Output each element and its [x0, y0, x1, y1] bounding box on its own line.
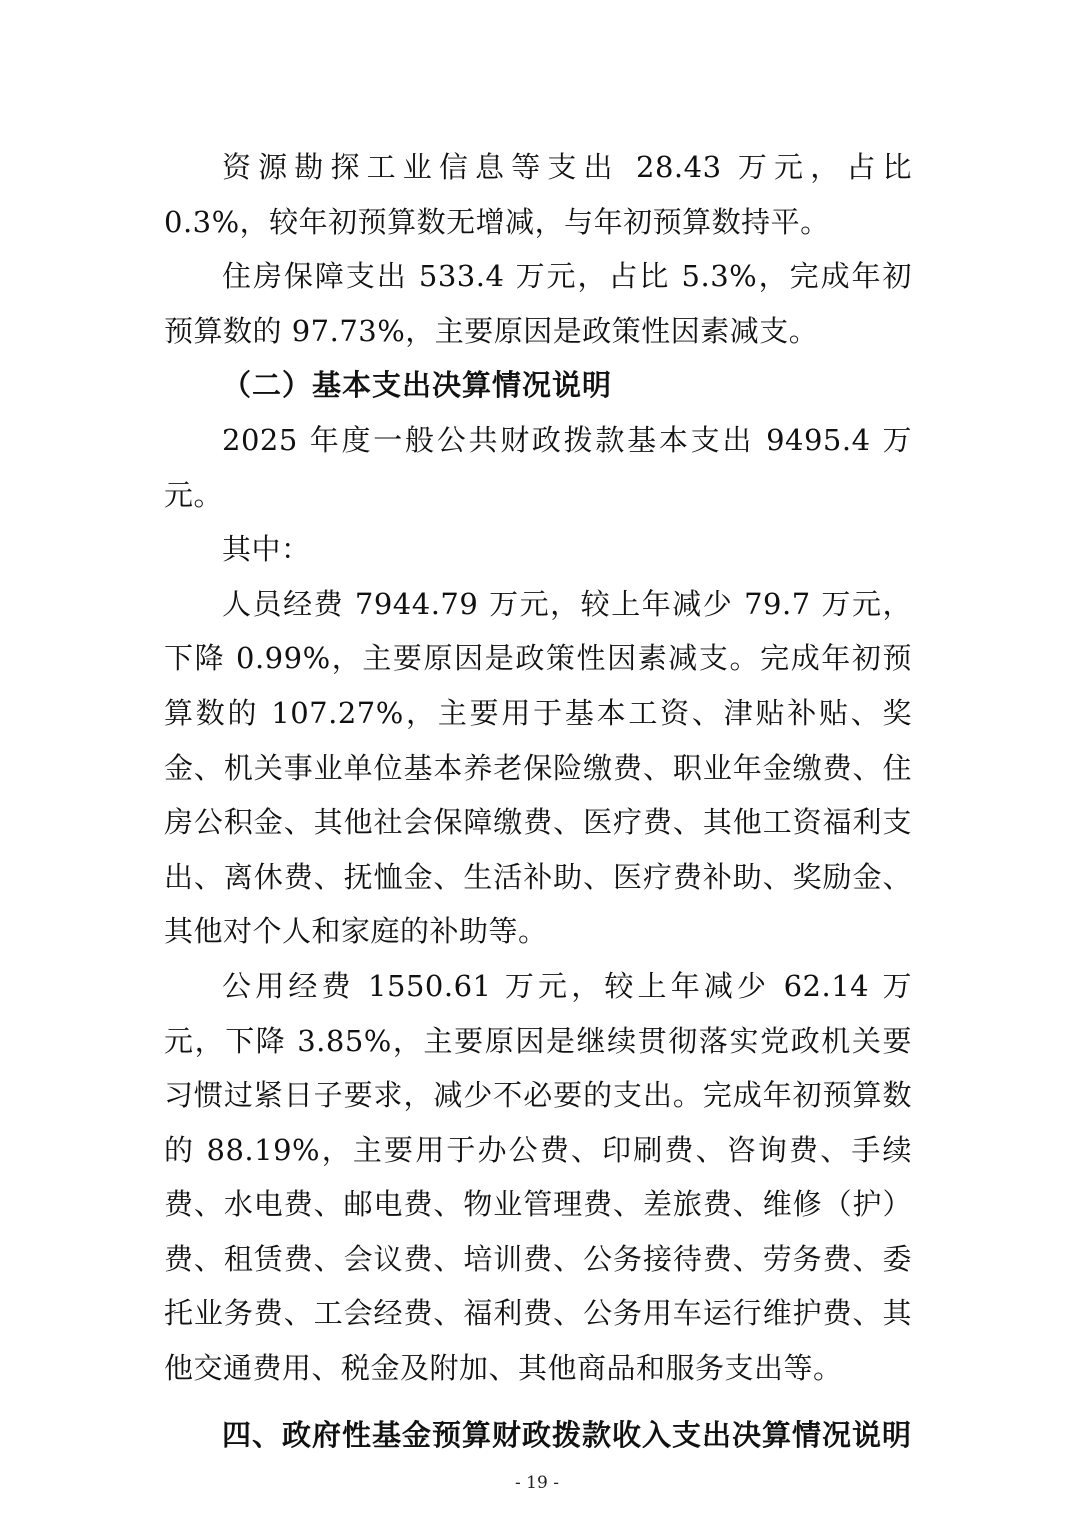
- section-heading-government-fund: 四、政府性基金预算财政拨款收入支出决算情况说明: [222, 1417, 913, 1452]
- paragraph-public-expenses: 公用经费 1550.61 万元，较上年减少 62.14 万元，下降 3.85%，主要原因是继续贯彻落实党政机关要习惯过紧日子要求，减少不必要的支出。完成年初预算数的 88.19%，主要用于办公费、印刷费、咨询费、手续费、水电费、邮电费、物业管理费、差旅费、维修（护）费、租赁费、会议费、培训费、公务接待费、劳务费、委托业务费、工会经费、福利费、公务用车运行维护费、其他交通费用、税金及附加、其他商品和服务支出等。: [164, 968, 912, 1386]
- page-number: - 19 -: [515, 1473, 559, 1493]
- paragraph-among-which: 其中：: [222, 532, 311, 567]
- paragraph-basic-expenditure-total: 2025 年度一般公共财政拨款基本支出 9495.4 万元。: [164, 422, 912, 512]
- paragraph-personnel-expenses: 人员经费 7944.79 万元，较上年减少 79.7 万元，下降 0.99%，主要原因是政策性因素减支。完成年初预算数的 107.27%，主要用于基本工资、津贴补贴、奖金、机关事业单位基本养老保险缴费、职业年金缴费、住房公积金、其他社会保障缴费、医疗费、其他工资福利支出、离休费、抚恤金、生活补助、医疗费补助、奖励金、其他对个人和家庭的补助等。: [164, 586, 912, 949]
- page-body: [164, 140, 912, 1462]
- section-heading-basic-expenditure: （二）基本支出决算情况说明: [222, 368, 613, 403]
- paragraph-resource-exploration: 资源勘探工业信息等支出 28.43 万元，占比 0.3%，较年初预算数无增减，与年初预算数持平。: [164, 150, 912, 239]
- paragraph-housing-security: 住房保障支出 533.4 万元，占比 5.3%，完成年初预算数的 97.73%，主要原因是政策性因素减支。: [164, 259, 912, 348]
